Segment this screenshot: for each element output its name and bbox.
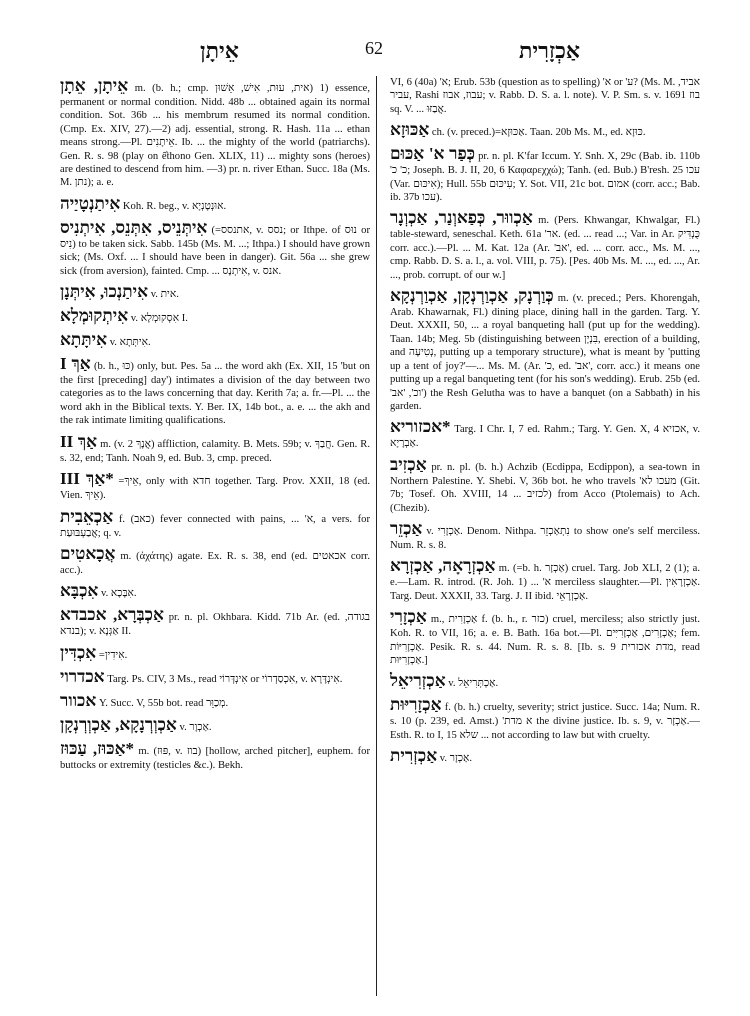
entry-definition: v. אַכְתְּרִיאֵל. xyxy=(448,678,499,690)
dictionary-entry xyxy=(390,120,700,140)
entry-definition: m., אַכְזָרִית f. (b. h., r. כזר) cruel, merciless; also strictly just. Koh. R. to VII, 16; a. e. B. Bath. 16a bot.—Pl. אַכְזָרִים, אַכְזָרִיִּים; fem. אַכְזָרִיּוֹת. Pesik. R. s. 44. Num. R. s. 8. [Ib. s. 9 מדת אכזרית, read אַכְזָרִיּוּת.] xyxy=(390,614,701,666)
entry-headword: אַכּוּזָא xyxy=(390,120,430,140)
entry-headword: אִיתַנְכוּ, אִיתְּנָן xyxy=(60,282,149,302)
entry-definition: m. (v. אֲנָךְ 2) affliction, calamity. B. Mets. 59b; v. חֲבַךְ. Gen. R. s. 32, end; Tanh. Noah 9, ed. Bub. 3, cmp. preced. xyxy=(60,438,370,464)
entry-headword: *אכזוריא xyxy=(390,417,451,437)
entry-definition: Y. Succ. V, 55b bot. read מְכַוֵּר. xyxy=(98,697,229,709)
entry-definition: v. אַכְזָרִי. Denom. Nithpa. נִתְאַכְזֵר to show one's self merciless. Num. R. s. 8. xyxy=(390,525,700,551)
entry-definition: f. (b. h.) cruelty, severity; strict justice. Succ. 14a; Num. R. s. 10 (p. 239, ed. Amst.) 'א מדת the divine justice. Ib. s. 9, v. אַכְזָר.—Esth. R. to I, 15 שלא ... not according to law but with cruelty. xyxy=(390,702,701,741)
entry-headword: אַכְאֵבִית xyxy=(60,506,114,526)
dictionary-entry xyxy=(390,607,700,667)
entry-headword: אכדרוי xyxy=(60,666,105,686)
dictionary-entry xyxy=(60,330,370,350)
dictionary-entry xyxy=(390,519,700,552)
entry-headword: אַךְ II xyxy=(60,431,98,451)
entry-definition: m. (פּוּז, v. בוז) [hollow, arched pitcher], euphem. for buttocks or extremity (testicles &c.). Bekh. xyxy=(60,745,370,771)
dictionary-entry xyxy=(60,581,370,601)
entry-headword: *אַךְ III xyxy=(60,469,114,489)
entry-definition: ch. (v. preced.)=אַכּוּזָא. Taan. 20b Ms. M., ed. כּוּזָא. xyxy=(431,127,646,139)
entry-definition: Targ. I Chr. I, 7 ed. Rahm.; Targ. Y. Gen. X, 4 אכזיא, v. אַבְרָיָא. xyxy=(390,424,700,450)
entry-headword: אִכְבָּא xyxy=(60,581,99,601)
dictionary-entry xyxy=(60,282,370,302)
entry-headword: כְּפַר א' אַכּוּם xyxy=(390,144,476,164)
dictionary-entry xyxy=(60,544,370,577)
dictionary-entry xyxy=(390,208,700,282)
entry-definition: m. (ἀχάτης) agate. Ex. R. s. 38, end (ed. אכאטים corr. acc.). xyxy=(60,550,370,576)
dictionary-entry xyxy=(390,695,700,742)
dictionary-entry xyxy=(60,605,370,638)
dictionary-entry xyxy=(60,432,370,465)
entry-definition: v. אית. xyxy=(150,289,179,301)
entry-headword: אַכְזֵר xyxy=(390,518,423,538)
entry-headword: *אַכּוּז, עַכּוּז xyxy=(60,738,135,758)
entry-definition: Koh. R. beg., v. אוּנְטָנְיָא. xyxy=(122,200,227,212)
entry-definition: (=אתנסס, v. נסס; or Ithpe. of נוּס or נִיס) to be taken sick. Sabb. 145b (Ms. M. ...; Ithpa.) I should have grown sick; (Ms. Oxf. ... I should have been in danger). Git. 56a ... she grew sick (from aversion), fainted. Cmp. ... אִיתְנָס, v. אנס. xyxy=(60,224,370,277)
dictionary-entry xyxy=(390,417,700,450)
entry-headword: אַכְזְרִיאֵל xyxy=(390,671,446,691)
entry-headword: אַךְ I xyxy=(60,354,91,374)
dictionary-entry xyxy=(60,354,370,428)
entry-headword: אִיתַנְטָיַיה xyxy=(60,193,121,213)
entry-definition: v. אִסְקוּמְלָא I. xyxy=(130,313,188,325)
entry-definition: m. (=b. h. אַכְזָר) cruel. Targ. Job XLI, 2 (1); a. e.—Lam. R. introd. (R. Joh. 1) ... 'א merciless slaughter.—Pl. אַכְזְרָאִין. Targ. Deut. XXXII, 33. Targ. J. II ibid. אַכְזְרָאֵי. xyxy=(390,563,701,602)
entry-definition: m. (Pers. Khwangar, Khwalgar, Fl.) table-steward, seneschal. Keth. 61a 'אר. (ed. ... read ...; Var. in Ar. כֻּנְדִּיק corr. acc.).—Pl. ... M. Kat. 12a (Ar. 'אב', ed. ... corr. acc., Ms. M. ..., cmp. Rabb. D. S. a. l., a. vol. VIII, p. 75). [Pes. 40b Ms. M. ..., ed. ..., Ar. ..., prob. corrupt. of our w.] xyxy=(390,215,700,281)
right-running-head: אַכְזָרִית xyxy=(518,38,580,63)
dictionary-entry xyxy=(390,286,700,413)
entry-headword: אַכְווּר, כְּפַאוְנַר, אַכְוְנָר xyxy=(390,208,533,228)
dictionary-entry xyxy=(60,643,370,663)
entry-headword: אִכְדִּין xyxy=(60,642,97,662)
entry-definition: Targ. Ps. CIV, 3 Ms., read אִינְדְּרוֹי or אִכְסַדְרוֹי, v. אִינְדָּרָא. xyxy=(107,673,343,685)
entry-definition: pr. n. pl. (b. h.) Achzib (Ecdippa, Ecdippon), a sea-town in Northern Palestine. Y. Shebi. V, 36b bot. he who travels 'מעכו לא (Git. 7b; Tosef. Oh. XVIII, 14 ... לכזיב) from Acco (Ptolemais) to Ach. (Chezib). xyxy=(390,461,701,514)
entry-headword: אִיתָּתָא xyxy=(60,330,108,350)
left-column xyxy=(60,76,370,776)
dictionary-entry xyxy=(390,455,700,515)
dictionary-entry xyxy=(390,144,700,204)
entry-headword: אַכְבְּרָא, אכבדא xyxy=(60,605,164,625)
entry-definition: pr. n. pl. K'far Iccum. Y. Snh. X, 29c (Bab. ib. 110b 'כ' כ; Joseph. B. J. II, 20, 6 Καφαρεχχώ); Tanh. (ed. Bub.) B'resh. 25 עכו (Var. אִיכּוּם); Hull. 55b עִיכּוּם; Y. Sot. VII, 21c bot. אמום (corr. acc.; Bab. ib. 37b עכו). xyxy=(390,151,701,204)
dictionary-entry xyxy=(60,691,370,711)
page-header xyxy=(60,38,700,68)
entry-definition: pr. n. pl. Okhbara. Kidd. 71b Ar. (ed. בגודה, בנדא); v. אַגְּנָא II. xyxy=(60,612,370,638)
entry-definition: v. אַכְוָר. xyxy=(179,721,212,733)
entry-definition: =אֵיךְ, only with חדא together. Targ. Prov. XXII, 18 (ed. Vien. אֵיךְ). xyxy=(60,476,370,502)
dictionary-entry xyxy=(60,715,370,735)
dictionary-entry xyxy=(60,306,370,326)
dictionary-entry xyxy=(60,194,370,214)
entry-definition: (b. h., כּוּ) only, but. Pes. 5a ... the word akh (Ex. XII, 15 'but on the first [preceding] day') intimates a division of the day between two categories as to the laws concerning that day. Kerith 7a; a. fr.—Pl. ... the word akh in the Biblical texts. Y. Ber. IX, 14b bot., a. e. ... the akh and the rak intimate limiting qualifications. xyxy=(60,361,370,427)
entry-definition: m. (b. h.; cmp. אית, עוּת, אִישׁ, אֵשׁוּן) 1) essence, permanent or normal condition. Nidd. 48b ... obtained again its normal condition. Sot. 36b ... his membrum resumed its normal condition. (Cmp. Ex. XIV, 27).—2) adj. essential, strong. R. Hash. 11a ... ethan means strong.—Pl. אֵיתָנִים. Ib. ... the mighty of the world (patriarchs). Gen. R. s. 98 (play on ê̂thono Gen. XLIX, 11) ... mighty sons (heroes) are destined to descend from him. —3) pr. n. river Ethan. Succ. 18a (Ms. M. נתן); a. e. xyxy=(60,83,370,189)
dictionary-entry xyxy=(60,739,370,772)
dictionary-entry xyxy=(390,76,700,116)
entry-headword: אכוור xyxy=(60,690,97,710)
entry-definition: =אִידִין. xyxy=(98,649,128,661)
page-number: 62 xyxy=(365,38,383,58)
left-running-head: אֵיתָן xyxy=(200,38,239,63)
dictionary-entry xyxy=(390,556,700,603)
entry-definition: v. אִבָּכָא. xyxy=(101,588,137,600)
entry-definition: f. (כאב) fever connected with pains, ... 'א, a vers. for אֲבַעְבּוּעַת; q. v. xyxy=(60,513,371,539)
entry-definition: m. (v. preced.; Pers. Khorengah, Arab. Khawarnak, Fl.) dining place, dining hall in the garden. Targ. Y. Deut. XXXII, 50, ... a royal banqueting hall (put up for the wedding). Taan. 14b; Meg. 5b (distinguishing between בִּנְיָן, erection of a building, and נְטִיעָה, putting up a temporary structure), what is meant by 'putting up a tent of joy?'—... Ms. M. (Ar. 'כ, ed. 'אב', corr. acc.) it means one putting up a regal banqueting tent (for his son's wedding). Erub. 25b (ed. 'וכ', 'אב') the Resh Gelutha was to have a banquet (on a Sabbath) in his garden. xyxy=(390,293,700,412)
column-divider xyxy=(376,76,377,996)
dictionary-entry xyxy=(390,671,700,691)
entry-headword: אַכְזְרִית xyxy=(390,746,438,766)
entry-headword: אַכְזִיב xyxy=(390,454,427,474)
entry-headword: אִיתְקוּמְלָא xyxy=(60,306,129,326)
right-column xyxy=(390,76,700,770)
entry-headword: אִיתְּנֵיס, אִתְּנֵס, אִיתְנִיס xyxy=(60,217,208,237)
entry-headword: אַכְוְרְנָקָא, אַכְוְרְנְקָן xyxy=(60,714,177,734)
dictionary-entry xyxy=(60,667,370,687)
entry-headword: אַכְזְרָאָה, אַכְזְרָא xyxy=(390,556,496,576)
dictionary-entry xyxy=(60,469,370,502)
entry-headword: אַכְזָרִיּוּת xyxy=(390,695,442,715)
dictionary-entry xyxy=(60,507,370,540)
entry-definition: v. אַכְזָר. xyxy=(439,753,473,765)
dictionary-entry xyxy=(60,218,370,278)
entry-headword: אַכְזָרִי xyxy=(390,607,427,627)
dictionary-entry xyxy=(60,76,370,190)
entry-headword: אֵיתָן, אֵתָן xyxy=(60,76,129,95)
entry-definition: VI, 6 (40a) 'א; Erub. 53b (question as to spelling) 'א or 'ע? (Ms. M. אביד, עביר, Rashi עבוז, אבוז; v. Rabb. D. S. a. l. note). V. P. Sm. s. v. בוז 1691 sq. V. ... אֲבַזּוּ. xyxy=(390,77,700,115)
entry-headword: אֲכָאטִים xyxy=(60,543,116,563)
dictionary-entry xyxy=(390,746,700,766)
entry-headword: כְּוַרְנָק, אַכְוַרְנְקָן, אַכְוַרְנְקָא xyxy=(390,286,554,306)
entry-definition: v. אִיתְּתָא. xyxy=(109,337,151,349)
